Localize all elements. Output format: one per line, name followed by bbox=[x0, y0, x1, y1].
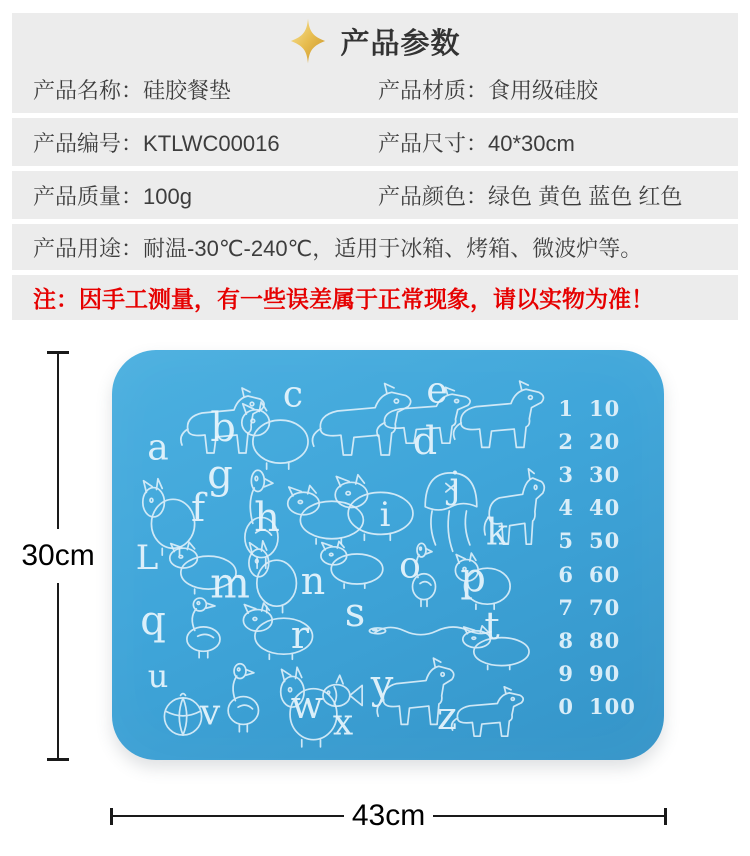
mat-number-ones: 5 bbox=[558, 528, 574, 554]
page-title-row bbox=[12, 13, 738, 65]
mat-letter-n: n bbox=[300, 559, 326, 603]
mat-letter-b: b bbox=[210, 405, 236, 451]
mat-letter-o: o bbox=[399, 545, 421, 587]
mat-letter-d: d bbox=[412, 419, 438, 463]
header-panel bbox=[12, 13, 738, 113]
width-dimension-label: 43cm bbox=[351, 799, 426, 832]
spec-panel-4 bbox=[12, 224, 738, 270]
sparkle-star-icon bbox=[289, 18, 327, 64]
measurement-note bbox=[12, 275, 738, 320]
spec-material bbox=[378, 74, 738, 105]
page-title: 产品参数 bbox=[340, 27, 461, 60]
mat-number-row bbox=[552, 624, 636, 657]
mat-number-row bbox=[552, 657, 636, 690]
dimension-cap bbox=[664, 808, 667, 825]
dimension-cap bbox=[47, 758, 69, 761]
mat-letter-c: c bbox=[282, 374, 304, 416]
spec-model-number bbox=[33, 127, 378, 158]
mat-letter-g: g bbox=[207, 452, 233, 498]
spec-row-4 bbox=[12, 224, 738, 270]
width-dimension bbox=[110, 797, 667, 835]
mat-number-ones: 2 bbox=[558, 429, 574, 455]
mat-number-tens: 80 bbox=[589, 627, 621, 653]
mat-letter-q: q bbox=[140, 598, 166, 644]
mat-letter-k: k bbox=[486, 512, 508, 554]
mat-number-tens: 30 bbox=[589, 462, 621, 488]
spec-size bbox=[378, 127, 738, 158]
mat-letter-a: a bbox=[147, 427, 169, 469]
placemat-image bbox=[112, 350, 664, 760]
mat-number-ones: 7 bbox=[558, 594, 574, 620]
mat-number-row bbox=[552, 491, 636, 524]
mat-number-row bbox=[552, 524, 636, 557]
dimension-line bbox=[113, 815, 344, 817]
spec-weight bbox=[33, 180, 378, 211]
spec-label: 产品颜色： bbox=[378, 183, 489, 209]
spec-panel-3 bbox=[12, 171, 738, 219]
mat-letter-r: r bbox=[290, 613, 310, 657]
mat-letter-j: j bbox=[449, 465, 461, 507]
spec-value: 绿色 黄色 蓝色 红色 bbox=[488, 183, 683, 209]
mat-number-row bbox=[552, 425, 636, 458]
quail-icon bbox=[166, 593, 238, 665]
spec-value: 40*30cm bbox=[488, 130, 575, 156]
mat-number-tens: 50 bbox=[589, 528, 621, 554]
mat-letter-e: e bbox=[426, 370, 448, 412]
mat-number-tens: 70 bbox=[589, 594, 621, 620]
mat-number-tens: 40 bbox=[589, 495, 621, 521]
spec-label: 产品用途： bbox=[33, 235, 144, 261]
height-dimension-label: 30cm bbox=[21, 539, 95, 572]
mat-letter-h: h bbox=[254, 495, 280, 541]
mat-number-row bbox=[552, 458, 636, 491]
mat-number-ones: 6 bbox=[558, 561, 574, 587]
dimension-line bbox=[433, 815, 664, 817]
spec-value: 耐温-30℃-240℃，适用于冰箱、烤箱、微波炉等。 bbox=[143, 235, 643, 261]
spec-label: 产品尺寸： bbox=[378, 130, 489, 156]
spec-row-1 bbox=[12, 65, 738, 113]
height-dimension bbox=[21, 351, 95, 761]
mat-number-ones: 0 bbox=[558, 693, 574, 719]
spec-label: 产品名称： bbox=[33, 77, 144, 103]
spec-panel-2 bbox=[12, 118, 738, 166]
mat-letter-w: w bbox=[290, 683, 324, 727]
mat-numbers-column bbox=[552, 392, 636, 723]
spec-label: 产品编号： bbox=[33, 130, 144, 156]
mat-number-tens: 10 bbox=[589, 396, 621, 422]
mat-letter-t: t bbox=[484, 604, 500, 648]
vulture-icon bbox=[209, 658, 275, 740]
mat-number-ones: 8 bbox=[558, 627, 574, 653]
turtle-icon bbox=[449, 618, 541, 674]
mat-number-ones: 9 bbox=[558, 660, 574, 686]
spec-label: 产品材质： bbox=[378, 77, 489, 103]
mat-number-tens: 20 bbox=[589, 429, 621, 455]
newt-icon bbox=[308, 533, 394, 593]
mat-letter-v: v bbox=[199, 692, 221, 734]
mat-number-ones: 3 bbox=[558, 462, 574, 488]
spec-product-name bbox=[33, 74, 378, 105]
mat-number-tens: 60 bbox=[589, 561, 621, 587]
mat-letter-l: L bbox=[135, 538, 159, 578]
mat-number-row bbox=[552, 392, 636, 425]
spec-row-2 bbox=[12, 118, 738, 166]
product-figure bbox=[0, 325, 750, 856]
spec-colors bbox=[378, 180, 738, 211]
dimension-line bbox=[57, 583, 59, 758]
mat-letter-s: s bbox=[344, 590, 366, 636]
spec-value: 食用级硅胶 bbox=[488, 77, 599, 103]
mat-number-row bbox=[552, 690, 636, 723]
mat-letter-u: u bbox=[147, 657, 169, 695]
mat-number-row bbox=[552, 591, 636, 624]
mat-letter-m: m bbox=[210, 558, 250, 608]
mat-letter-y: y bbox=[370, 662, 394, 708]
zebra-icon bbox=[444, 683, 530, 759]
mat-number-ones: 4 bbox=[558, 495, 574, 521]
mat-number-ones: 1 bbox=[558, 396, 574, 422]
mat-letter-x: x bbox=[332, 702, 354, 744]
mat-letter-f: f bbox=[190, 486, 206, 530]
note-text: 注：因手工测量，有一些误差属于正常现象，请以实物为准！ bbox=[33, 286, 654, 312]
spec-label: 产品质量： bbox=[33, 183, 144, 209]
spec-value: 100g bbox=[143, 183, 192, 209]
dimension-line bbox=[57, 354, 59, 529]
spec-value: KTLWC00016 bbox=[143, 130, 280, 156]
x-ray-fish-icon bbox=[314, 658, 370, 730]
mat-letter-z: z bbox=[436, 694, 458, 738]
spec-value: 硅胶餐垫 bbox=[143, 77, 232, 103]
mat-letter-i: i bbox=[379, 495, 391, 535]
mat-number-row bbox=[552, 557, 636, 590]
spec-row-3 bbox=[12, 171, 738, 219]
spec-usage bbox=[33, 232, 738, 263]
mat-number-tens: 90 bbox=[589, 660, 621, 686]
mat-number-tens: 100 bbox=[589, 693, 636, 719]
mat-letter-p: p bbox=[460, 555, 486, 601]
